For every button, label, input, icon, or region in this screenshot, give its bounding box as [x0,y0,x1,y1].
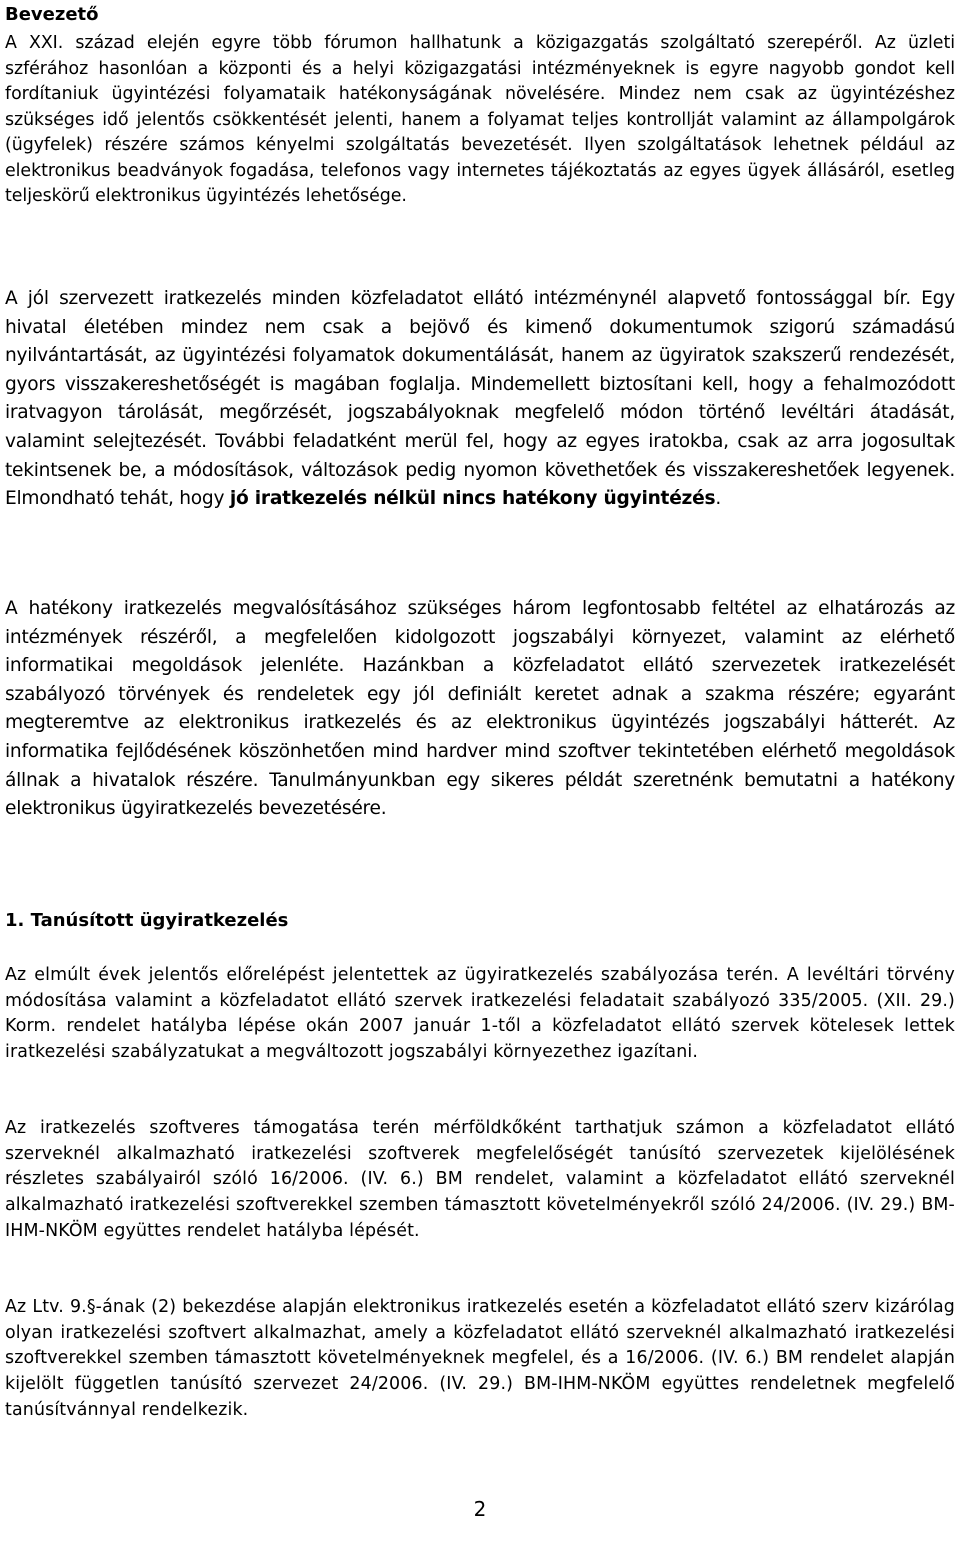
intro-paragraph-2-emphasis: jó iratkezelés nélkül nincs hatékony ügyintézés [229,488,716,510]
intro-paragraph-1: A XXI. század elején egyre több fórumon hallhatunk a közigazgatás szolgáltató szerepéről. Az üzleti szférához hasonlóan a központi és a helyi közigazgatási intézményeknek is egyre nagyobb gondot kell fordítaniuk ügyintézési folyamataik hatékonyságának növelésére. Mindez nem csak az ügyintézéshez szükséges idő jelentős csökkentését jelenti, hanem a folyamat teljes kontrollját valamint az állampolgárok (ügyfelek) részére számos kényelmi szolgáltatás bevezetését. Ilyen szolgáltatások lehetnek például az elektronikus beadványok fogadása, telefonos vagy internetes tájékoztatás az egyes ügyek állásáról, esetleg teljeskörű elektronikus ügyintézés lehetősége. [5,33,955,206]
section-1-paragraph-2: Az iratkezelés szoftveres támogatása terén mérföldkőként tarthatjuk számon a közfeladatot ellátó szerveknél alkalmazható iratkezelési szoftverek megfelelőségét tanúsító szervezetek kijelölésének részletes szabályairól szóló 16/2006. (IV. 6.) BM rendelet, valamint a közfeladatot ellátó szerveknél alkalmazható iratkezelési szoftverekkel szemben támasztott követelményekről szóló 24/2006. (IV. 29.) BM-IHM-NKÖM együttes rendelet hatályba lépését. [5,1118,955,1241]
page-number: 2 [473,1497,487,1521]
section-1-heading: 1. Tanúsított ügyiratkezelés [5,910,289,931]
intro-heading: Bevezető [5,4,99,25]
intro-paragraph-2-end: . [715,488,721,510]
section-1-paragraph-3: Az Ltv. 9.§-ának (2) bekezdése alapján elektronikus iratkezelés esetén a közfeladatot ellátó szerv kizárólag olyan iratkezelési szoftvert alkalmazhat, amely a közfeladatot ellátó szerveknél alkalmazható iratkezelési szoftverekkel szemben támasztott követelményeknek megfelel, és a 16/2006. (IV. 6.) BM rendelet alapján kijelölt független tanúsító szervezet 24/2006. (IV. 29.) BM-IHM-NKÖM együttes rendeletnek megfelelő tanúsítvánnyal rendelkezik. [5,1297,955,1420]
intro-paragraph-2 [5,285,955,514]
intro-paragraph-2-text: A jól szervezett iratkezelés minden közfeladatot ellátó intézménynél alapvető fontossággal bír. Egy hivatal életében mindez nem csak a bejövő és kimenő dokumentumok szigorú számadású nyilvántartását, az ügyintézési folyamatok dokumentálását, hanem az ügyiratok szakszerű rendezését, gyors visszakereshetőségét is magában foglalja. Mindemellett biztosítani kell, hogy a fehalmozódott iratvagyon tárolását, megőrzését, jogszabályoknak megfelelő módon történő levéltári átadását, valamint selejtezését. További feladatként merül fel, hogy az egyes iratokba, csak az arra jogosultak tekintsenek be, a módosítások, változások pedig nyomon követhetőek és visszakereshetőek legyenek. Elmondható tehát, hogy [5,288,955,510]
section-1-paragraph-1: Az elmúlt évek jelentős előrelépést jelentettek az ügyiratkezelés szabályozása terén. A levéltári törvény módosítása valamint a közfeladatot ellátó szervek iratkezelési feladatait szabályozó 335/2005. (XII. 29.) Korm. rendelet hatályba lépése okán 2007 január 1-től a közfeladatot ellátó szervek kötelesek lettek iratkezelési szabályzatukat a megváltozott jogszabályi környezethez igazítani. [5,965,955,1063]
intro-paragraph-3: A hatékony iratkezelés megvalósításához szükséges három legfontosabb feltétel az elhatározás az intézmények részéről, a megfelelően kidolgozott jogszabályi környezet, valamint az elérhető informatikai megoldások jelenléte. Hazánkban a közfeladatot ellátó szervezetek iratkezelését szabályozó törvények és rendeletek egy jól definiált keretet adnak a szakma részére; egyaránt megteremtve az elektronikus iratkezelés és az elektronikus ügyintézés jogszabályi hátterét. Az informatika fejlődésének köszönhetően mind hardver mind szoftver tekintetében elérhető megoldások állnak a hivatalok részére. Tanulmányunkban egy sikeres példát szeretnénk bemutatni a hatékony elektronikus ügyiratkezelés bevezetésére. [5,598,955,820]
